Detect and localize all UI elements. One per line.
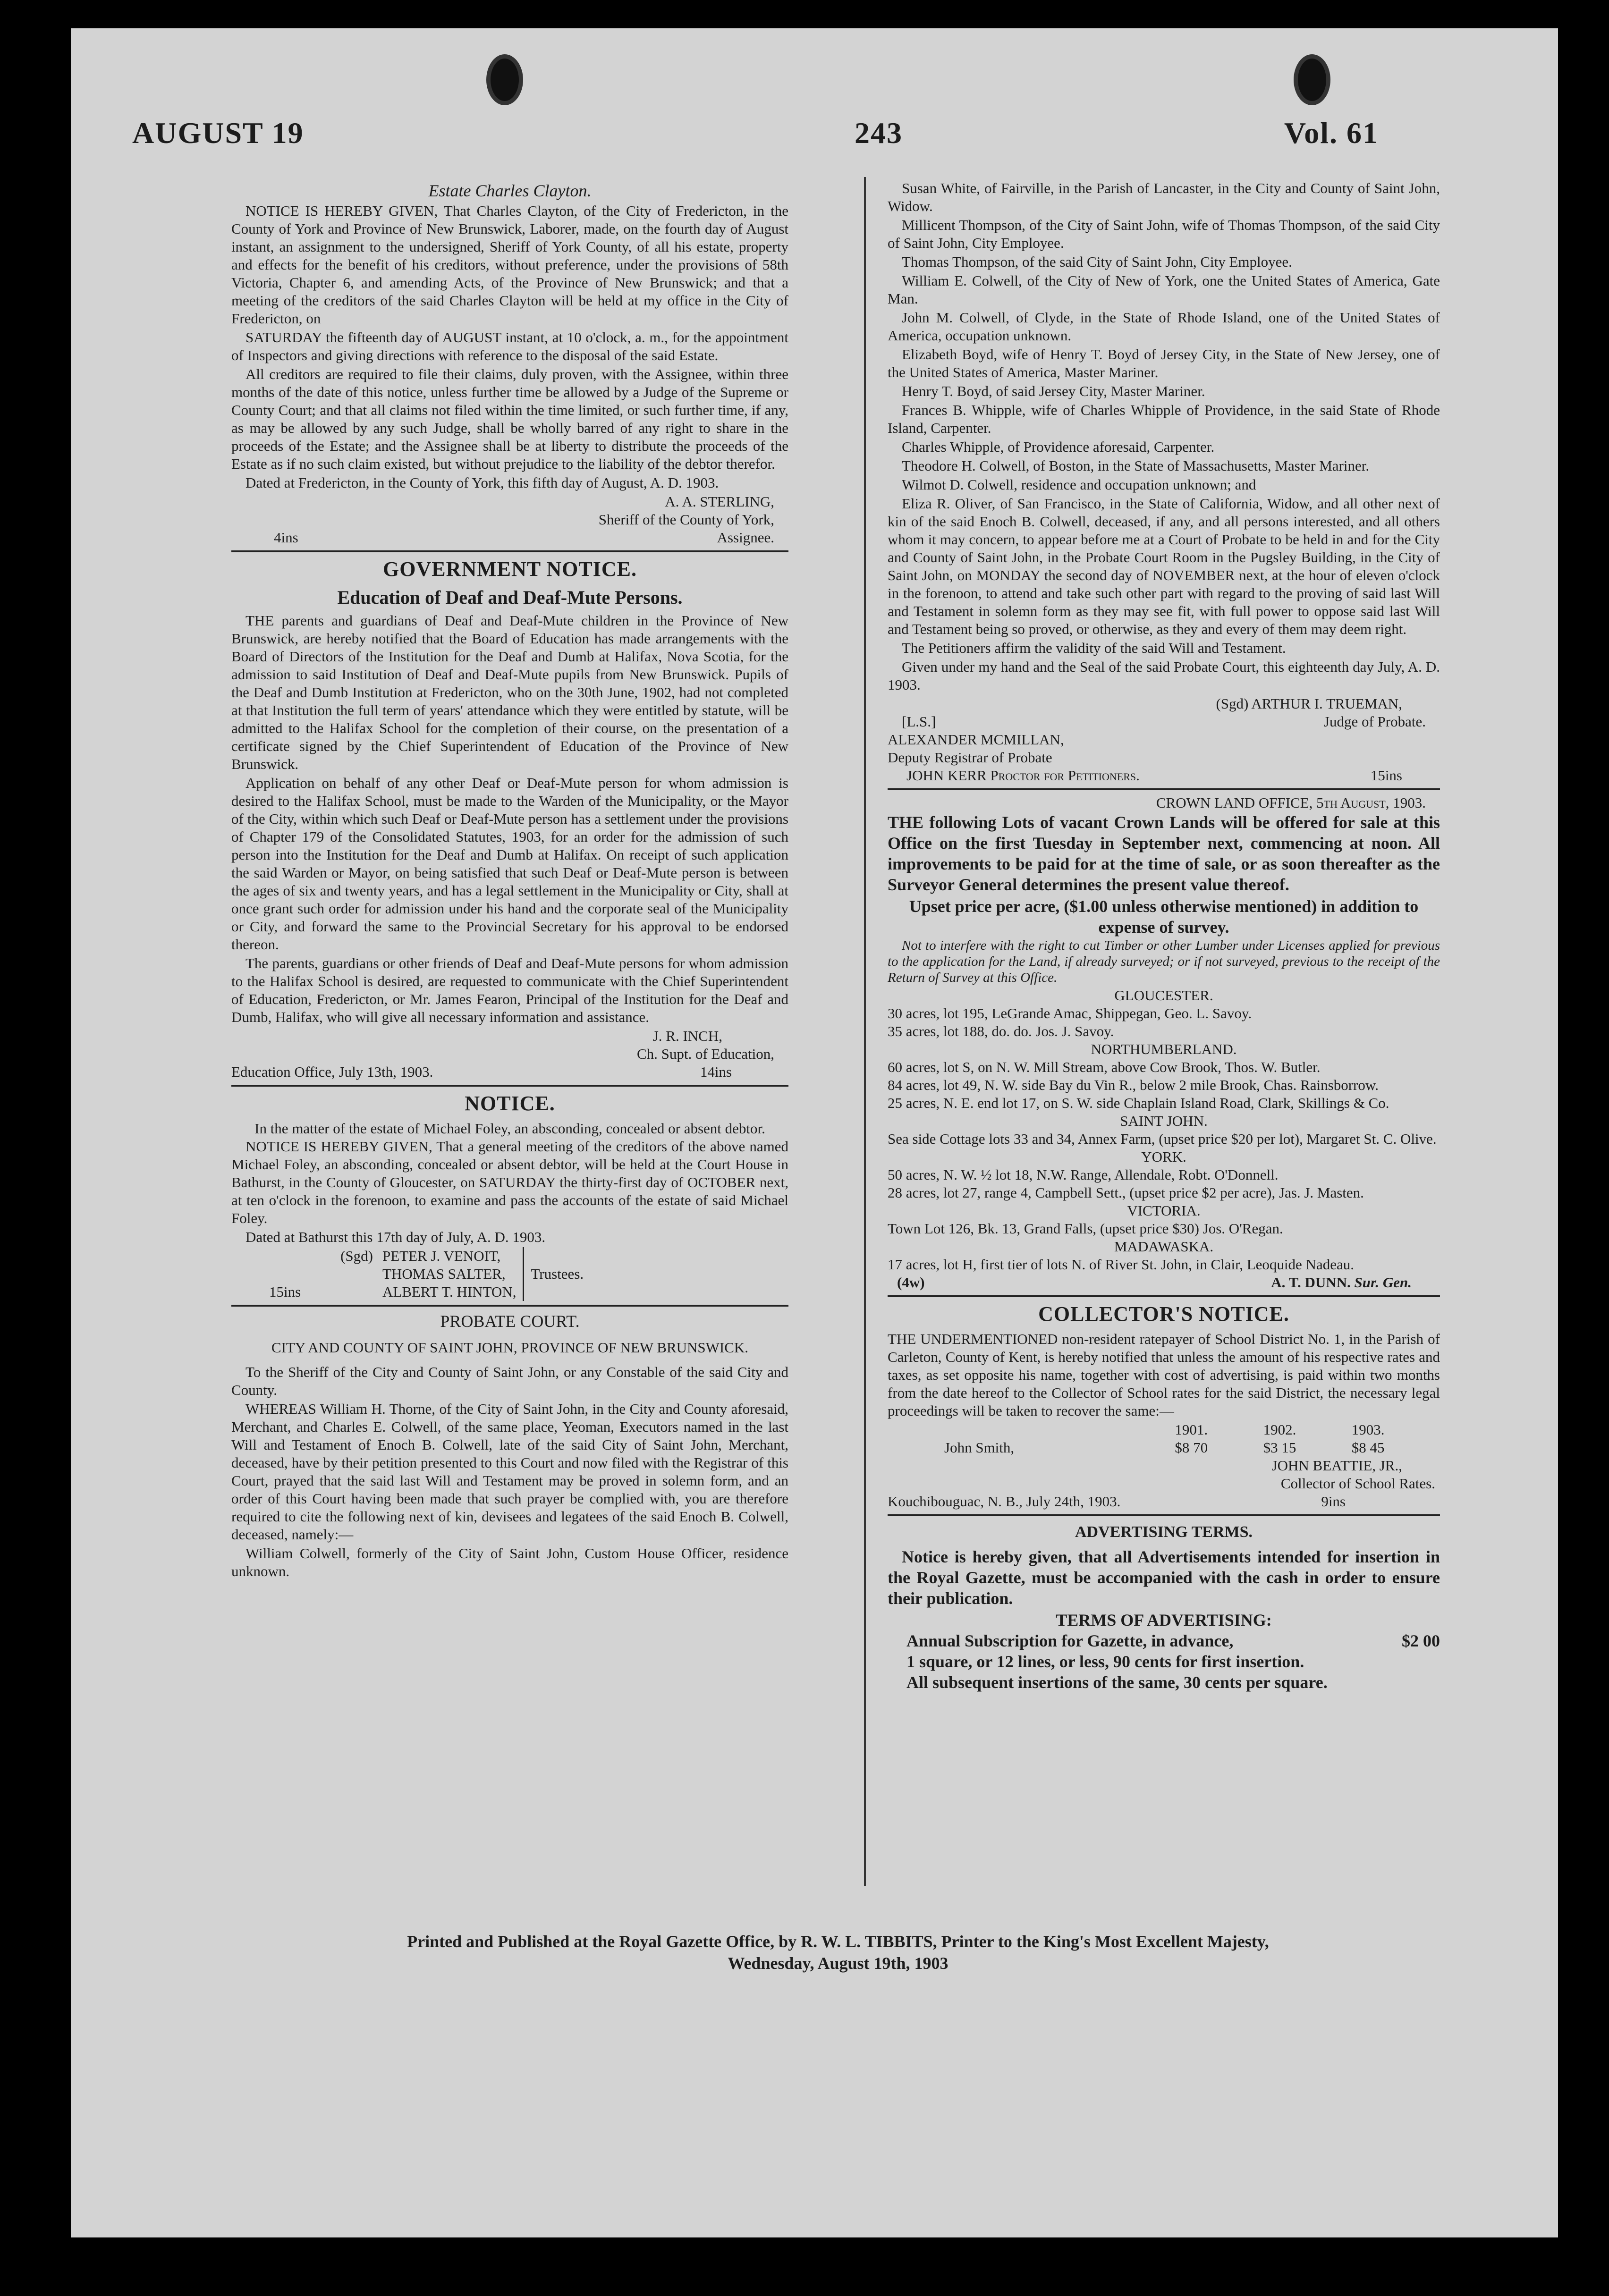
heir-entry: Thomas Thompson, of the said City of Saint John, City Employee. xyxy=(902,253,1292,270)
government-signature-name: J. R. INCH, xyxy=(652,1028,722,1044)
probate-insertions: 15ins xyxy=(1370,767,1402,784)
section-rule xyxy=(231,1085,788,1087)
probate-registrar-name: ALEXANDER MCMILLAN, xyxy=(888,731,1064,748)
advertising-terms-title: ADVERTISING TERMS. xyxy=(1075,1523,1253,1541)
probate-title: PROBATE COURT. xyxy=(440,1312,580,1331)
clayton-title: Estate Charles Clayton. xyxy=(428,181,592,200)
county-saint-john xyxy=(888,1112,1440,1148)
heir-entry: John M. Colwell, of Clyde, in the State of Rhode Island, one of the United States of America, occupation unknown. xyxy=(888,309,1440,344)
section-rule xyxy=(888,788,1440,790)
lot-entry: 84 acres, lot 49, N. W. side Bay du Vin R., below 2 mile Brook, Chas. Rainsborrow. xyxy=(888,1077,1379,1093)
left-column xyxy=(231,179,788,1935)
collector-place-date: Kouchibouguac, N. B., July 24th, 1903. xyxy=(888,1493,1121,1510)
clayton-signature-name: A. A. STERLING, xyxy=(665,493,774,510)
page-footer xyxy=(236,1931,1440,1974)
section-rule xyxy=(888,1295,1440,1297)
heir-entry: Frances B. Whipple, wife of Charles Whipple of Providence, in the said State of Rhode Island, Carpenter. xyxy=(888,402,1440,436)
advertising-line-2: 1 square, or 12 lines, or less, 90 cents for first insertion. xyxy=(906,1652,1304,1671)
government-para-1: THE parents and guardians of Deaf and Deaf-Mute children in the Province of New Brunswick, are hereby notified that the Board of Education has made arrangements with the Board of Directors of the Institution for the Deaf and Dumb at Halifax, Nova Scotia, for the admission to said Institution of Deaf and Deaf-Mute pupils from New Brunswick. Pupils of the Deaf and Dumb Institution at Fredericton, who on the 30th June, 1902, had not completed at that Institution the full term of years' attendance which they were entitled by statute, will be admitted to the Halifax School for the completion of their course, on the presentation of a certificate signed by the Chief Superintendent of Education of the Province of New Brunswick. xyxy=(231,612,788,772)
probate-judge-title: Judge of Probate. xyxy=(1323,713,1426,730)
probate-judge-signature: (Sgd) ARTHUR I. TRUEMAN, xyxy=(1216,695,1402,712)
county-name: VICTORIA. xyxy=(1127,1202,1201,1219)
county-northumberland xyxy=(888,1040,1440,1112)
heir-entry: The Petitioners affirm the validity of the said Will and Testament. xyxy=(902,640,1286,656)
probate-subtitle: CITY AND COUNTY OF SAINT JOHN, PROVINCE OF NEW BRUNSWICK. xyxy=(271,1339,749,1356)
binding-hole-right xyxy=(1294,54,1330,105)
footer-publisher-line: Printed and Published at the Royal Gazette Office, by R. W. L. TIBBITS, Printer to the King's Most Excellent Majesty, xyxy=(407,1932,1269,1951)
notice-title: NOTICE. xyxy=(465,1092,555,1115)
trustee-3: ALBERT T. HINTON, xyxy=(382,1283,517,1300)
clayton-signature-role: Assignee. xyxy=(717,529,774,546)
advertising-line-1: Annual Subscription for Gazette, in advance, xyxy=(906,1631,1234,1650)
probate-registrar-title: Deputy Registrar of Probate xyxy=(888,749,1052,766)
crown-land-note: Not to interfere with the right to cut Timber or other Lumber under Licenses applied for previous to the application for the Land, if already surveyed; or if not surveyed, previous to the receipt of the Return of Survey at this Office. xyxy=(888,938,1440,985)
heir-entry: William E. Colwell, of the City of New of York, one the United States of America, Gate Man. xyxy=(888,272,1440,307)
clayton-para-3: All creditors are required to file their claims, duly proven, with the Assignee, within three months of the date of this notice, unless further time be allowed by a Judge of the Supreme or County Court; and that all claims not filed within the time limited, or such further time, if any, as may be allowed by any such Judge, shall be wholly barred of any right to share in the proceeds of the Estate; and the Assignee shall be at liberty to distribute the proceeds of the Estate as if no such claim existed, but without prejudice to the liability of the debtor therefor. xyxy=(231,366,788,472)
probate-para-1: To the Sheriff of the City and County of Saint John, or any Constable of the said City and County. xyxy=(231,1364,788,1398)
lot-entry: 50 acres, N. W. ½ lot 18, N.W. Range, Allendale, Robt. O'Donnell. xyxy=(888,1166,1279,1183)
binding-hole-left xyxy=(486,54,523,105)
probate-heirs-list xyxy=(888,179,1440,694)
government-notice-subtitle: Education of Deaf and Deaf-Mute Persons. xyxy=(337,587,683,608)
clayton-para-2: SATURDAY the fifteenth day of AUGUST instant, at 10 o'clock, a. m., for the appointment of Inspectors and giving directions with reference to the disposal of the said Estate. xyxy=(231,329,788,363)
rate-year: 1901. xyxy=(1175,1421,1208,1438)
section-rule xyxy=(231,550,788,552)
county-name: YORK. xyxy=(1141,1148,1186,1165)
collector-para-1: THE UNDERMENTIONED non-resident ratepayer of School District No. 1, in the Parish of Carleton, County of Kent, is hereby notified that unless the amount of his respective rates and taxes, as set opposite his name, together with cost of advertising, is paid within two months from the date hereof to the Collector of School rates for the said District, the necessary legal proceedings will be taken to recover the same:— xyxy=(888,1331,1440,1419)
heir-entry: Elizabeth Boyd, wife of Henry T. Boyd of Jersey City, in the State of New Jersey, one of the United States of America, Master Mariner. xyxy=(888,346,1440,380)
government-insertions: 14ins xyxy=(700,1064,732,1080)
government-office-date: Education Office, July 13th, 1903. xyxy=(231,1064,433,1080)
probate-para-2: WHEREAS William H. Thorne, of the City of Saint John, in the City and County aforesaid, Merchant, and Charles E. Colwell, of the same place, Yeoman, Executors named in the last Will and Testament of Enoch B. Colwell, late of the said City of Saint John, Merchant, deceased, have by their petition presented to this Court and now filed with the Registrar of this Court, prayed that the said last Will and Testament may be proved in solemn form, and an order of this Court having been made that such prayer be complied with, you are therefore required to cite the following next of kin, devisees and legatees of the said Enoch B. Colwell, deceased, namely:— xyxy=(231,1401,788,1543)
header-volume: Vol. 61 xyxy=(1284,116,1379,150)
advertising-terms-label: TERMS OF ADVERTISING: xyxy=(1056,1611,1272,1629)
notice-dated: Dated at Bathurst this 17th day of July, A. D. 1903. xyxy=(246,1229,546,1245)
lot-entry: 25 acres, N. E. end lot 17, on S. W. side Chaplain Island Road, Clark, Skillings & Co. xyxy=(888,1095,1389,1111)
probate-para-3: William Colwell, formerly of the City of Saint John, Custom House Officer, residence unknown. xyxy=(231,1545,788,1579)
section-rule xyxy=(231,1305,788,1307)
column-divider xyxy=(864,177,866,1886)
footer-date-line: Wednesday, August 19th, 1903 xyxy=(728,1954,948,1973)
crown-land-upset-price: Upset price per acre, ($1.00 unless otherwise mentioned) in addition to expense of survey. xyxy=(909,897,1419,937)
heir-entry: Theodore H. Colwell, of Boston, in the State of Massachusetts, Master Mariner. xyxy=(902,457,1370,474)
rate-amount: $8 45 xyxy=(1351,1439,1385,1456)
county-name: NORTHUMBERLAND. xyxy=(1091,1041,1237,1057)
government-para-2: Application on behalf of any other Deaf or Deaf-Mute person for whom admission is desired to the Halifax School, must be made to the Warden of the Municipality, or the Mayor of the City, within which such Deaf or Deaf-Mute person has a settlement under the provisions of Chapter 179 of the Consolidated Statutes, 1903, for an order for the admission of such person into the Institution for the Deaf and Dumb at Halifax. On receipt of such application the said Warden or Mayor, on being satisfied that such Deaf or Deaf-Mute person is between the ages of six and twenty years, and has a legal settlement in the Municipality or City, shall at once grant such order for admission under his hand and the corporate seal of the Municipality or City, and forward the same to the Provincial Secretary for his approval to be endorsed thereon. xyxy=(231,775,788,953)
government-signature-title: Ch. Supt. of Education, xyxy=(636,1046,774,1062)
rate-year: 1903. xyxy=(1351,1421,1385,1438)
crown-land-office-date: CROWN LAND OFFICE, 5th August, 1903. xyxy=(1156,794,1426,811)
notice-insertions: 15ins xyxy=(269,1283,301,1300)
county-york xyxy=(888,1148,1440,1202)
county-gloucester xyxy=(888,987,1440,1040)
rate-amount: $8 70 xyxy=(1175,1439,1208,1456)
lot-entry: Town Lot 126, Bk. 13, Grand Falls, (upset price $30) Jos. O'Regan. xyxy=(888,1220,1283,1237)
advertising-line-3: All subsequent insertions of the same, 30 cents per square. xyxy=(906,1673,1328,1692)
trustee-2: THOMAS SALTER, xyxy=(382,1266,506,1282)
county-victoria xyxy=(888,1202,1440,1238)
trustees-label: Trustees. xyxy=(531,1266,584,1282)
clayton-insertions: 4ins xyxy=(274,529,298,546)
header-page-number: 243 xyxy=(855,116,903,150)
right-column xyxy=(888,179,1440,1935)
collector-rates-table xyxy=(888,1421,1440,1457)
lot-entry: 60 acres, lot S, on N. W. Mill Stream, above Cow Brook, Thos. W. Butler. xyxy=(888,1059,1321,1075)
crown-land-signature: A. T. DUNN. xyxy=(1271,1274,1351,1291)
heir-entry: Susan White, of Fairville, in the Parish of Lancaster, in the City and County of Saint John, Widow. xyxy=(888,180,1440,214)
crown-land-signature-title: Sur. Gen. xyxy=(1354,1274,1412,1291)
notice-subtitle: In the matter of the estate of Michael Foley, an absconding, concealed or absent debtor. xyxy=(254,1120,765,1137)
lot-entry: Sea side Cottage lots 33 and 34, Annex Farm, (upset price $20 per lot), Margaret St. C. Olive. xyxy=(888,1131,1437,1147)
page-header xyxy=(132,116,1379,168)
government-para-3: The parents, guardians or other friends of Deaf and Deaf-Mute persons for whom admission to the Halifax School is desired, are requested to communicate with the Chief Superintendent of Education, Fredericton, or Mr. James Fearon, Principal of the Institution for the Deaf and Dumb, Halifax, who will give all necessary information and assistance. xyxy=(231,955,788,1025)
ratepayer-name: John Smith, xyxy=(944,1439,1015,1456)
clayton-para-4: Dated at Fredericton, in the County of York, this fifth day of August, A. D. 1903. xyxy=(246,474,719,491)
government-notice-title: GOVERNMENT NOTICE. xyxy=(383,557,637,581)
crown-land-para-1: THE following Lots of vacant Crown Lands will be offered for sale at this Office on the first Tuesday in September next, commencing at noon. All improvements to be paid for at the time of sale, or as soon thereafter as the Surveyor General determines the present value thereof. xyxy=(888,813,1440,894)
collector-insertions: 9ins xyxy=(1321,1493,1346,1510)
rate-amount: $3 15 xyxy=(1263,1439,1296,1456)
heir-entry: Henry T. Boyd, of said Jersey City, Master Mariner. xyxy=(902,383,1205,399)
county-name: GLOUCESTER. xyxy=(1114,987,1213,1004)
heir-entry: Charles Whipple, of Providence aforesaid, Carpenter. xyxy=(902,439,1215,455)
collector-notice-title: COLLECTOR'S NOTICE. xyxy=(1038,1302,1289,1325)
county-name: MADAWASKA. xyxy=(1114,1238,1214,1255)
heir-entry: Given under my hand and the Seal of the said Probate Court, this eighteenth day July, A. D. 1903. xyxy=(888,658,1440,693)
county-name: SAINT JOHN. xyxy=(1120,1113,1208,1129)
notice-para-1: NOTICE IS HEREBY GIVEN, That a general meeting of the creditors of the above named Michael Foley, an absconding, concealed or absent debtor, will be held at the Court House in Bathurst, in the County of Gloucester, on SATURDAY the thirty-first day of OCTOBER next, at ten o'clock in the forenoon, to examine and pass the accounts of the estate of said Michael Foley. xyxy=(231,1138,788,1226)
clayton-signature-title: Sheriff of the County of York, xyxy=(598,511,774,528)
lot-entry: 28 acres, lot 27, range 4, Campbell Sett., (upset price $2 per acre), Jas. J. Masten. xyxy=(888,1184,1364,1201)
collector-signature-name: JOHN BEATTIE, JR., xyxy=(1271,1457,1402,1474)
rate-year: 1902. xyxy=(1263,1421,1296,1438)
clayton-para-1: NOTICE IS HEREBY GIVEN, That Charles Clayton, of the City of Fredericton, in the County of York and Province of New Brunswick, Laborer, made, on the fourth day of August instant, an assignment to the undersigned, Sheriff of York County, of all his estate, property and effects for the benefit of his creditors, without preference, under the provisions of 58th Victoria, Chapter 6, and amending Acts, of the Province of New Brunswick; and that a meeting of the creditors of the said Charles Clayton will be held at my office in the City of Fredericton, on xyxy=(231,203,788,327)
trustee-1: PETER J. VENOIT, xyxy=(382,1248,501,1264)
probate-seal: [L.S.] xyxy=(902,713,936,730)
notice-sgd: (Sgd) xyxy=(340,1248,373,1264)
heir-entry: Millicent Thompson, of the City of Saint John, wife of Thomas Thompson, of the said City of Saint John, City Employee. xyxy=(888,217,1440,251)
header-date: AUGUST 19 xyxy=(132,116,304,150)
lot-entry: 17 acres, lot H, first tier of lots N. of River St. John, in Clair, Leoquide Nadeau. xyxy=(888,1256,1354,1273)
lot-entry: 35 acres, lot 188, do. do. Jos. J. Savoy. xyxy=(888,1023,1114,1039)
lot-entry: 30 acres, lot 195, LeGrande Amac, Shippegan, Geo. L. Savoy. xyxy=(888,1005,1252,1021)
heir-entry: Eliza R. Oliver, of San Francisco, in the State of California, Widow, and all other next of kin of the said Enoch B. Colwell, deceased, if any, and all persons interested, and all others whom it may concern, to appear before me at a Court of Probate to be held in and for the City and County of Saint John, in the Probate Court Room in the Pugsley Building, in the City of Saint John, on MONDAY the second day of NOVEMBER next, at the hour of eleven o'clock in the forenoon, to attend and take such other part with regard to the proving of said last Will and Testament in solemn form as they may see fit, with full power to oppose said last Will and Testament being so proved, or otherwise, as they and every of them may deem right. xyxy=(888,495,1440,637)
county-madawaska xyxy=(888,1238,1440,1274)
heir-entry: Wilmot D. Colwell, residence and occupation unknown; and xyxy=(902,476,1256,493)
section-rule xyxy=(888,1514,1440,1516)
advertising-para-1: Notice is hereby given, that all Advertisements intended for insertion in the Royal Gazette, must be accompanied with the cash in order to ensure their publication. xyxy=(888,1547,1440,1608)
collector-signature-title: Collector of School Rates. xyxy=(1280,1475,1435,1492)
advertising-line-1-price: $2 00 xyxy=(1402,1631,1440,1650)
probate-proctor: JOHN KERR Proctor for Petitioners. xyxy=(906,767,1140,784)
crown-land-insertions: (4w) xyxy=(897,1274,925,1291)
